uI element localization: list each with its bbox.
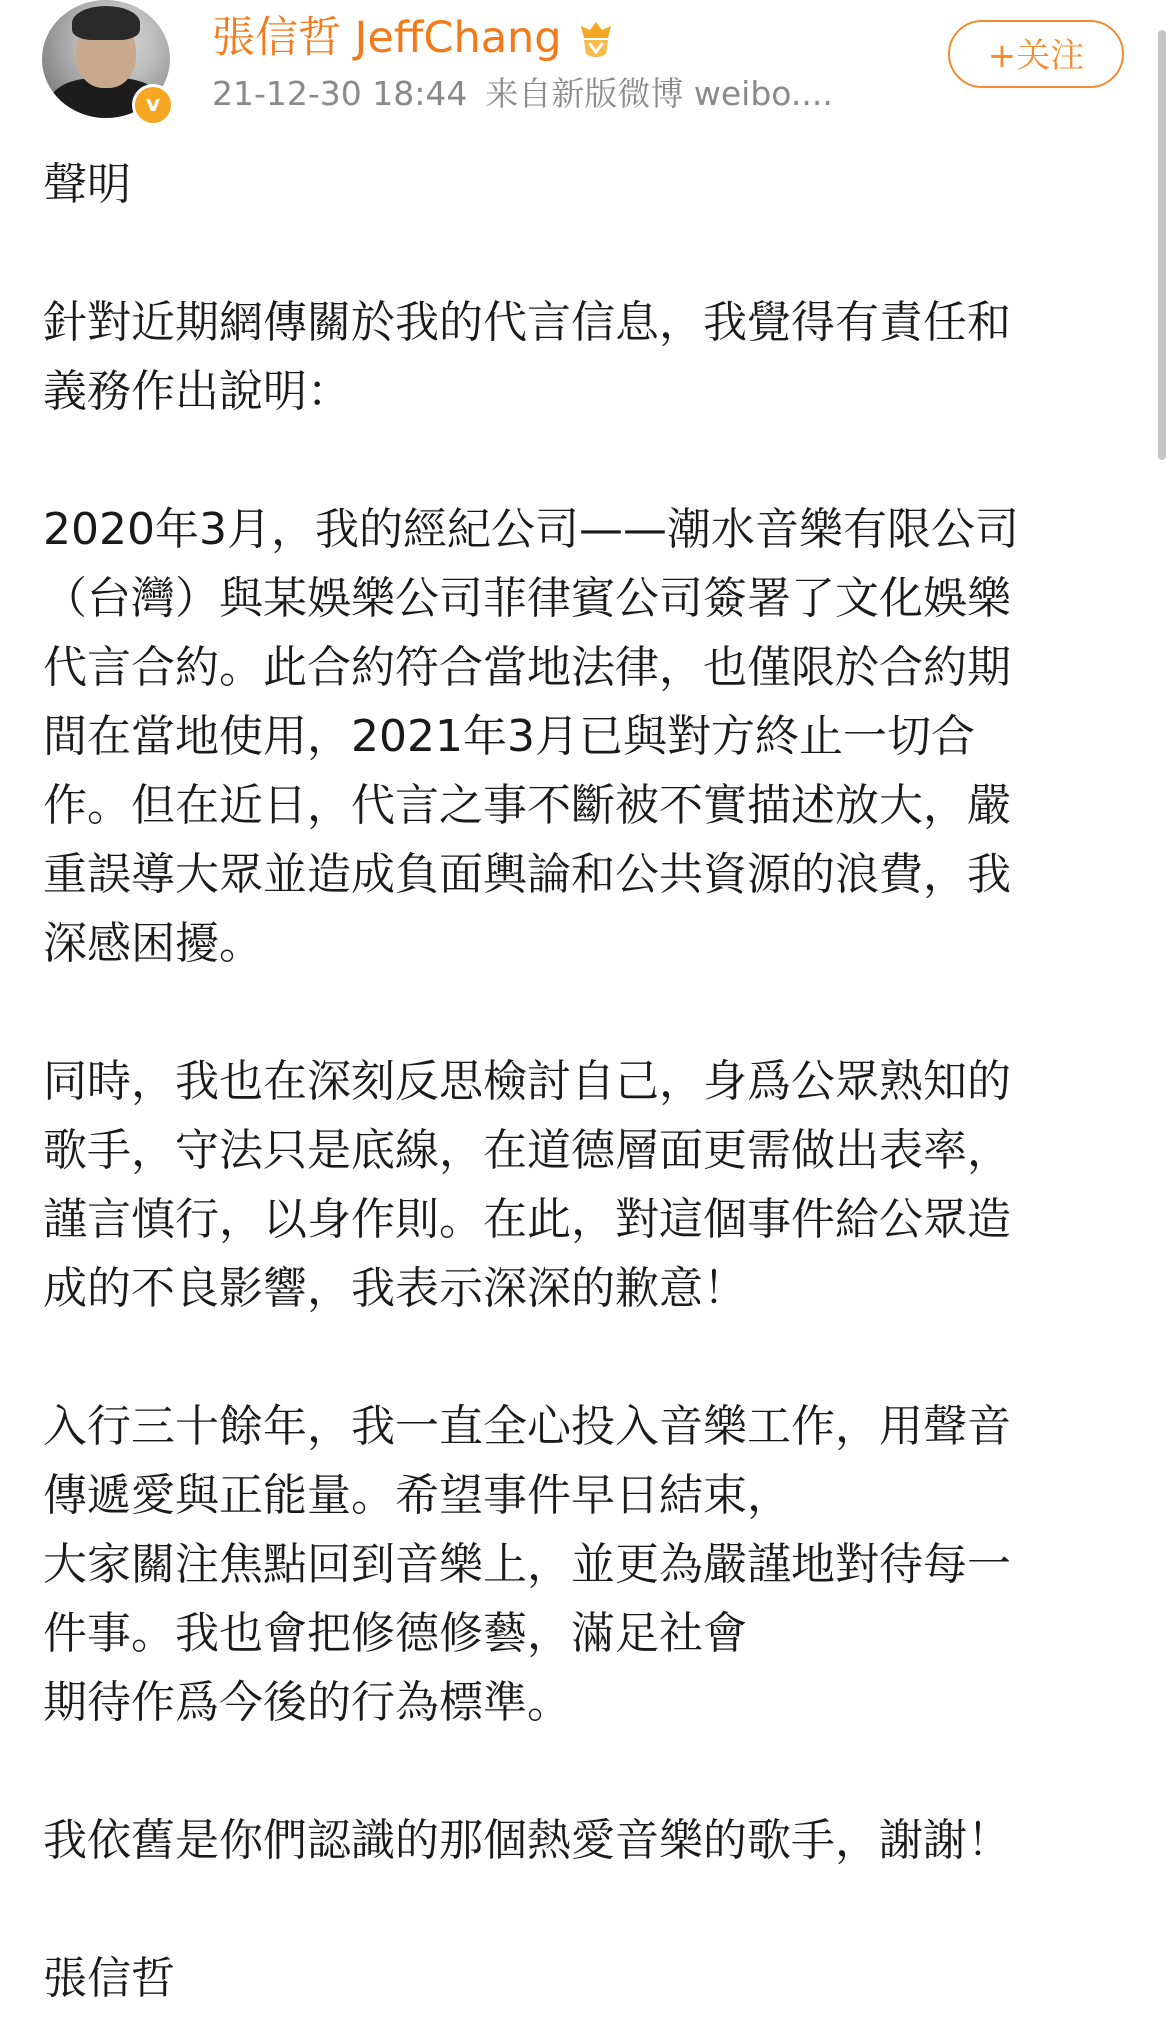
post-content [43,150,1133,2013]
post-meta [212,70,833,118]
paragraph-4 [43,1392,1133,1737]
paragraph-line: 成的不良影響，我表示深深的歉意！ [43,1263,747,1314]
statement-title [43,150,1133,219]
paragraph-line: 作。但在近日，代言之事不斷被不實描述放大，嚴 [43,780,1011,831]
paragraph-line: 針對近期網傳關於我的代言信息，我覺得有責任和 [43,297,1011,348]
paragraph-line: 我依舊是你們認識的那個熱愛音樂的歌手，謝謝！ [43,1815,1011,1866]
username[interactable]: 張信哲 JeffChang [212,13,562,63]
paragraph-line: 期待作爲今後的行為標準。 [43,1677,571,1728]
signature [43,1944,1133,2013]
paragraph-line: 同時，我也在深刻反思檢討自己，身爲公眾熟知的 [43,1056,1011,1107]
paragraph-1 [43,288,1133,426]
statement-title-text: 聲明 [43,159,131,210]
avatar-hair [72,6,140,40]
paragraph-line: 件事。我也會把修德修藝，滿足社會 [43,1608,747,1659]
follow-button[interactable]: +关注 [948,20,1124,88]
paragraph-line: 傳遞愛與正能量。希望事件早日結束， [43,1470,791,1521]
paragraph-line: 重誤導大眾並造成負面輿論和公共資源的浪費，我 [43,849,1011,900]
paragraph-line: 2020年3月，我的經紀公司——潮水音樂有限公司 [43,504,1019,555]
paragraph-5 [43,1806,1133,1875]
verified-badge-icon: v [132,84,174,126]
gold-crown-icon [575,20,617,58]
paragraph-3 [43,1047,1133,1323]
post-header [0,0,1170,135]
paragraph-line: 義務作出說明： [43,366,351,417]
scrollbar[interactable] [1158,30,1166,460]
paragraph-2 [43,495,1133,978]
post-timestamp: 21-12-30 18:44 [212,74,468,113]
paragraph-line: 代言合約。此合約符合當地法律，也僅限於合約期 [43,642,1011,693]
paragraph-line: 深感困擾。 [43,918,263,969]
signature-text: 張信哲 [43,1953,175,2004]
paragraph-line: 入行三十餘年，我一直全心投入音樂工作，用聲音 [43,1401,1011,1452]
paragraph-line: （台灣）與某娛樂公司菲律賓公司簽署了文化娛樂 [43,573,1011,624]
paragraph-line: 大家關注焦點回到音樂上，並更為嚴謹地對待每一 [43,1539,1011,1590]
paragraph-line: 謹言慎行，以身作則。在此，對這個事件給公眾造 [43,1194,1011,1245]
paragraph-line: 歌手，守法只是底線，在道德層面更需做出表率， [43,1125,1011,1176]
paragraph-line: 間在當地使用，2021年3月已與對方終止一切合 [43,711,975,762]
post-source[interactable]: 来自新版微博 weibo.... [485,74,833,113]
